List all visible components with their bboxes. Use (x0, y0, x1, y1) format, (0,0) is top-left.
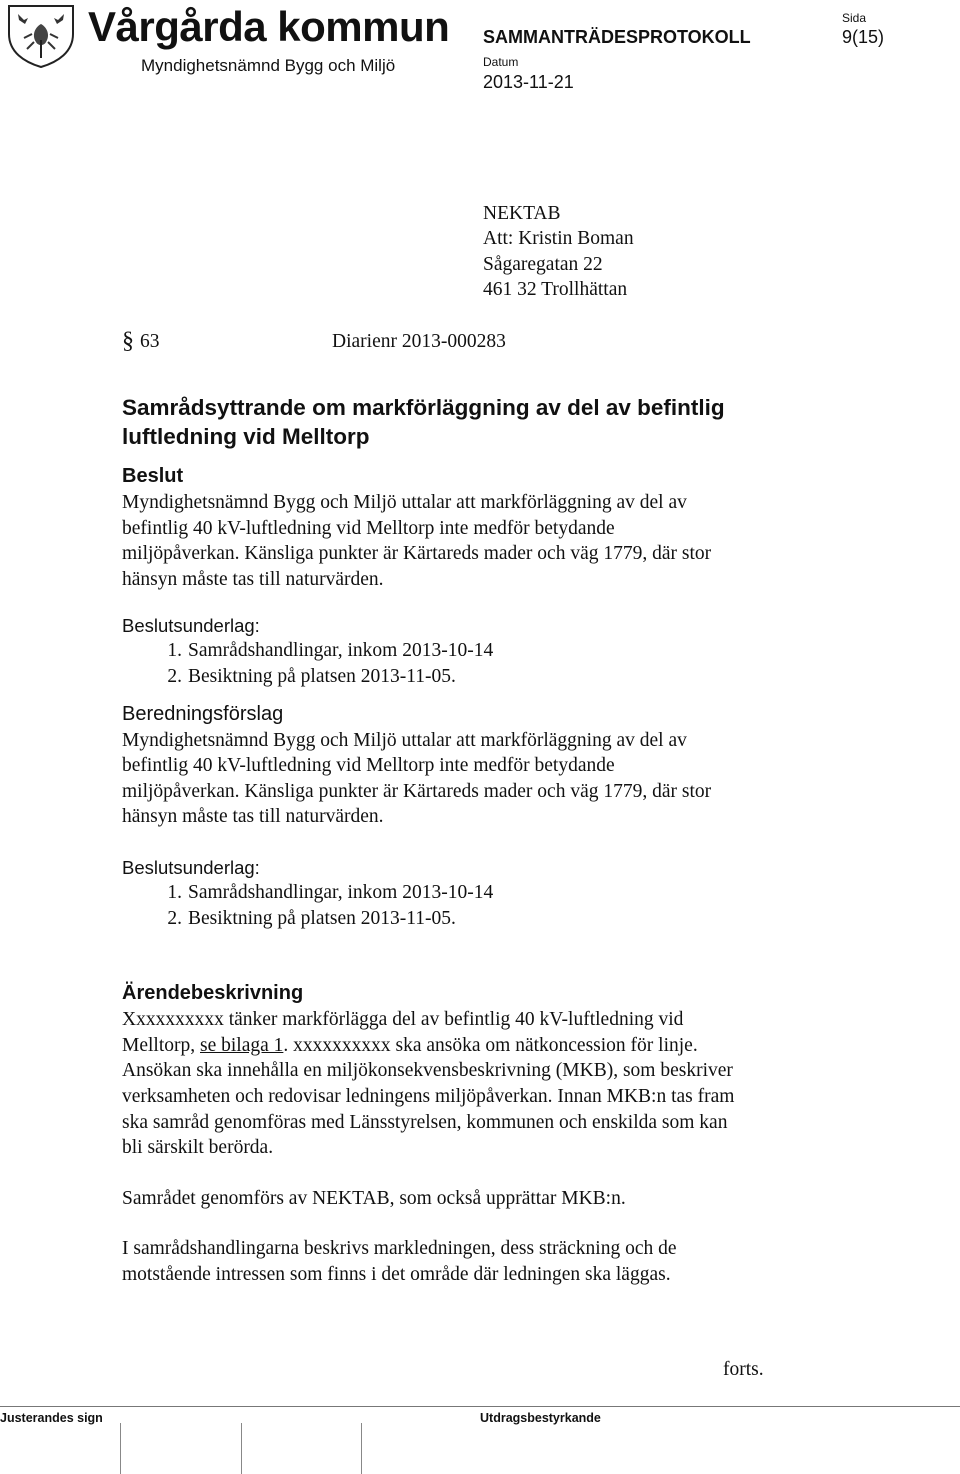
footer-utdragsbestyrkande: Utdragsbestyrkande (480, 1411, 601, 1425)
beslut-line-4: hänsyn måste tas till naturvärden. (122, 568, 384, 590)
bilaga-link[interactable]: se bilaga 1 (200, 1034, 284, 1056)
page-label: Sida (842, 11, 867, 25)
list-item (167, 638, 842, 664)
date-label: Datum (483, 55, 519, 69)
arende-line-4: verksamheten och redovisar ledningens miljöpåverkan. Innan MKB:n tas fram (122, 1085, 735, 1107)
arende-line-2 (122, 1033, 842, 1059)
beredning-line-4: hänsyn måste tas till naturvärden. (122, 806, 384, 828)
recipient-name: NEKTAB (483, 203, 561, 224)
list-item (167, 664, 842, 690)
list-item-number: 2. (167, 665, 182, 687)
paragraph-symbol: § (122, 328, 134, 354)
arende-line-2-end: . xxxxxxxxxx ska ansöka om nätkoncession för linje. (283, 1034, 698, 1056)
list-item-text: Besiktning på platsen 2013-11-05. (188, 665, 456, 687)
arende-line-1: Xxxxxxxxxx tänker markförlägga del av befintlig 40 kV-luftledning vid (122, 1009, 684, 1031)
footer-divider (0, 1406, 960, 1407)
meeting-date: 2013-11-21 (483, 72, 574, 92)
arende-line-5: ska samråd genomföras med Länsstyrelsen, kommunen och enskilda som kan (122, 1111, 728, 1133)
case-title (122, 393, 842, 451)
beslut-underlag-list (167, 638, 842, 689)
list-item-number: 1. (167, 881, 182, 903)
arende-p3-line-1: I samrådshandlingarna beskrivs markledningen, dess sträckning och de (122, 1238, 677, 1260)
signature-box (120, 1423, 121, 1474)
beredning-line-3: miljöpåverkan. Känsliga punkter är Kärtareds mader och väg 1779, där stor (122, 780, 712, 802)
recipient-street: Sågaregatan 22 (483, 253, 603, 275)
arende-p3-line-2: motstående intressen som finns i det område där ledningen ska läggas. (122, 1263, 671, 1285)
arende-heading: Ärendebeskrivning (122, 982, 304, 1005)
arende-line-6: bli särskilt berörda. (122, 1137, 274, 1159)
footer-justerandes-sign: Justerandes sign (0, 1411, 103, 1425)
doc-type: SAMMANTRÄDESPROTOKOLL (483, 27, 751, 47)
signature-box (241, 1423, 242, 1474)
committee-name: Myndighetsnämnd Bygg och Miljö (141, 56, 396, 75)
beslut-heading: Beslut (122, 465, 184, 487)
case-title-line-2: luftledning vid Melltorp (122, 424, 370, 449)
page-number: 9(15) (842, 27, 885, 47)
list-item-number: 1. (167, 640, 182, 662)
list-item (167, 906, 842, 932)
arende-line-2-start: Melltorp, (122, 1034, 196, 1056)
arende-paragraph-3 (122, 1236, 842, 1287)
org-name: Vårgårda kommun (88, 3, 450, 50)
arende-paragraph-2: Samrådet genomförs av NEKTAB, som också upprättar MKB:n. (122, 1187, 626, 1209)
recipient-address (483, 201, 634, 302)
beslut-text (122, 490, 842, 592)
beredning-line-1: Myndighetsnämnd Bygg och Miljö uttalar att markförläggning av del av (122, 729, 687, 751)
beredning-heading: Beredningsförslag (122, 702, 284, 725)
arende-line-3: Ansökan ska innehålla en miljökonsekvensbeskrivning (MKB), som beskriver (122, 1060, 733, 1082)
beredning-underlag-label: Beslutsunderlag: (122, 856, 260, 878)
recipient-attention: Att: Kristin Boman (483, 228, 634, 250)
signature-box (361, 1423, 362, 1474)
beredning-underlag-list (167, 880, 842, 931)
beslut-line-2: befintlig 40 kV-luftledning vid Melltorp inte medför betydande (122, 517, 615, 539)
list-item-text: Besiktning på platsen 2013-11-05. (188, 907, 456, 929)
recipient-city: 461 32 Trollhättan (483, 278, 628, 300)
beslut-underlag-label: Beslutsunderlag: (122, 615, 260, 637)
main-content (122, 393, 842, 1287)
list-item-text: Samrådshandlingar, inkom 2013-10-14 (188, 881, 494, 903)
beslut-line-3: miljöpåverkan. Känsliga punkter är Kärtareds mader och väg 1779, där stor (122, 543, 712, 565)
beslut-line-1: Myndighetsnämnd Bygg och Miljö uttalar att markförläggning av del av (122, 492, 687, 513)
arende-paragraph-1 (122, 1007, 842, 1161)
list-item-text: Samrådshandlingar, inkom 2013-10-14 (188, 640, 494, 662)
beredning-text (122, 728, 842, 830)
list-item-number: 2. (167, 907, 182, 929)
continued-marker: forts. (723, 1359, 764, 1380)
municipal-crest-icon (6, 4, 76, 68)
diarienr: Diarienr 2013-000283 (332, 331, 506, 352)
paragraph-number: 63 (140, 331, 160, 352)
list-item (167, 880, 842, 906)
beredning-line-2: befintlig 40 kV-luftledning vid Melltorp inte medför betydande (122, 755, 615, 777)
case-title-line-1: Samrådsyttrande om markförläggning av del av befintlig (122, 395, 725, 420)
